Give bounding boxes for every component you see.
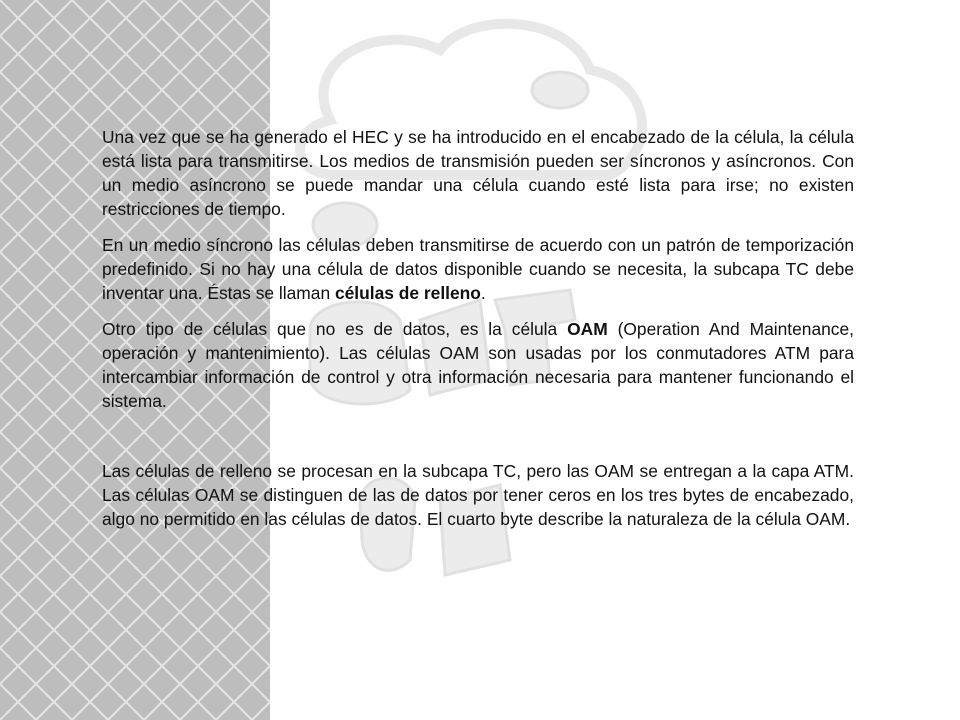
term-celulas-de-relleno: células de relleno [334, 283, 481, 303]
hatch-line [0, 0, 36, 720]
paragraph-text: . [480, 283, 486, 303]
term-oam: OAM [567, 319, 608, 339]
paragraph-hec-transmission: Una vez que se ha generado el HEC y se ha introducido en el encabezado de la célula, la célula está lista para transmitirse. Los medios de transmisión pueden ser síncronos y asíncronos. Con un medio asíncrono se puede mandar una célula cuando esté lista para irse; no existen restricciones de tiempo. [102, 127, 854, 219]
document-body [102, 125, 854, 543]
paragraph-text: (Operation And Maintenance, operación y mantenimiento). Las células OAM son usadas por los conmutadores ATM para intercambiar información de control y otra información necesaria para mantener funcionando el sistema. [102, 319, 854, 411]
paragraph-text: En un medio síncrono las células deben transmitirse de acuerdo con un patrón de temporización predefinido. Si no hay una célula de datos disponible cuando se necesita, la subcapa TC debe inventar una. Éstas se llaman [102, 235, 854, 303]
hatch-line [0, 0, 36, 720]
paragraph-text: Otro tipo de células que no es de datos, es la célula [102, 319, 568, 339]
paragraph-synchronous-medium [102, 233, 854, 305]
paragraph-oam-distinction: Las células de relleno se procesan en la subcapa TC, pero las OAM se entregan a la capa ATM. Las células OAM se distinguen de las de datos por tener ceros en los tres bytes de encabezado, algo no permitido en las células de datos. El cuarto byte describe la naturaleza de la célula OAM. [102, 461, 854, 529]
paragraph-oam-cells [102, 317, 854, 413]
hatch-line [0, 0, 108, 720]
hatch-line [0, 0, 108, 720]
